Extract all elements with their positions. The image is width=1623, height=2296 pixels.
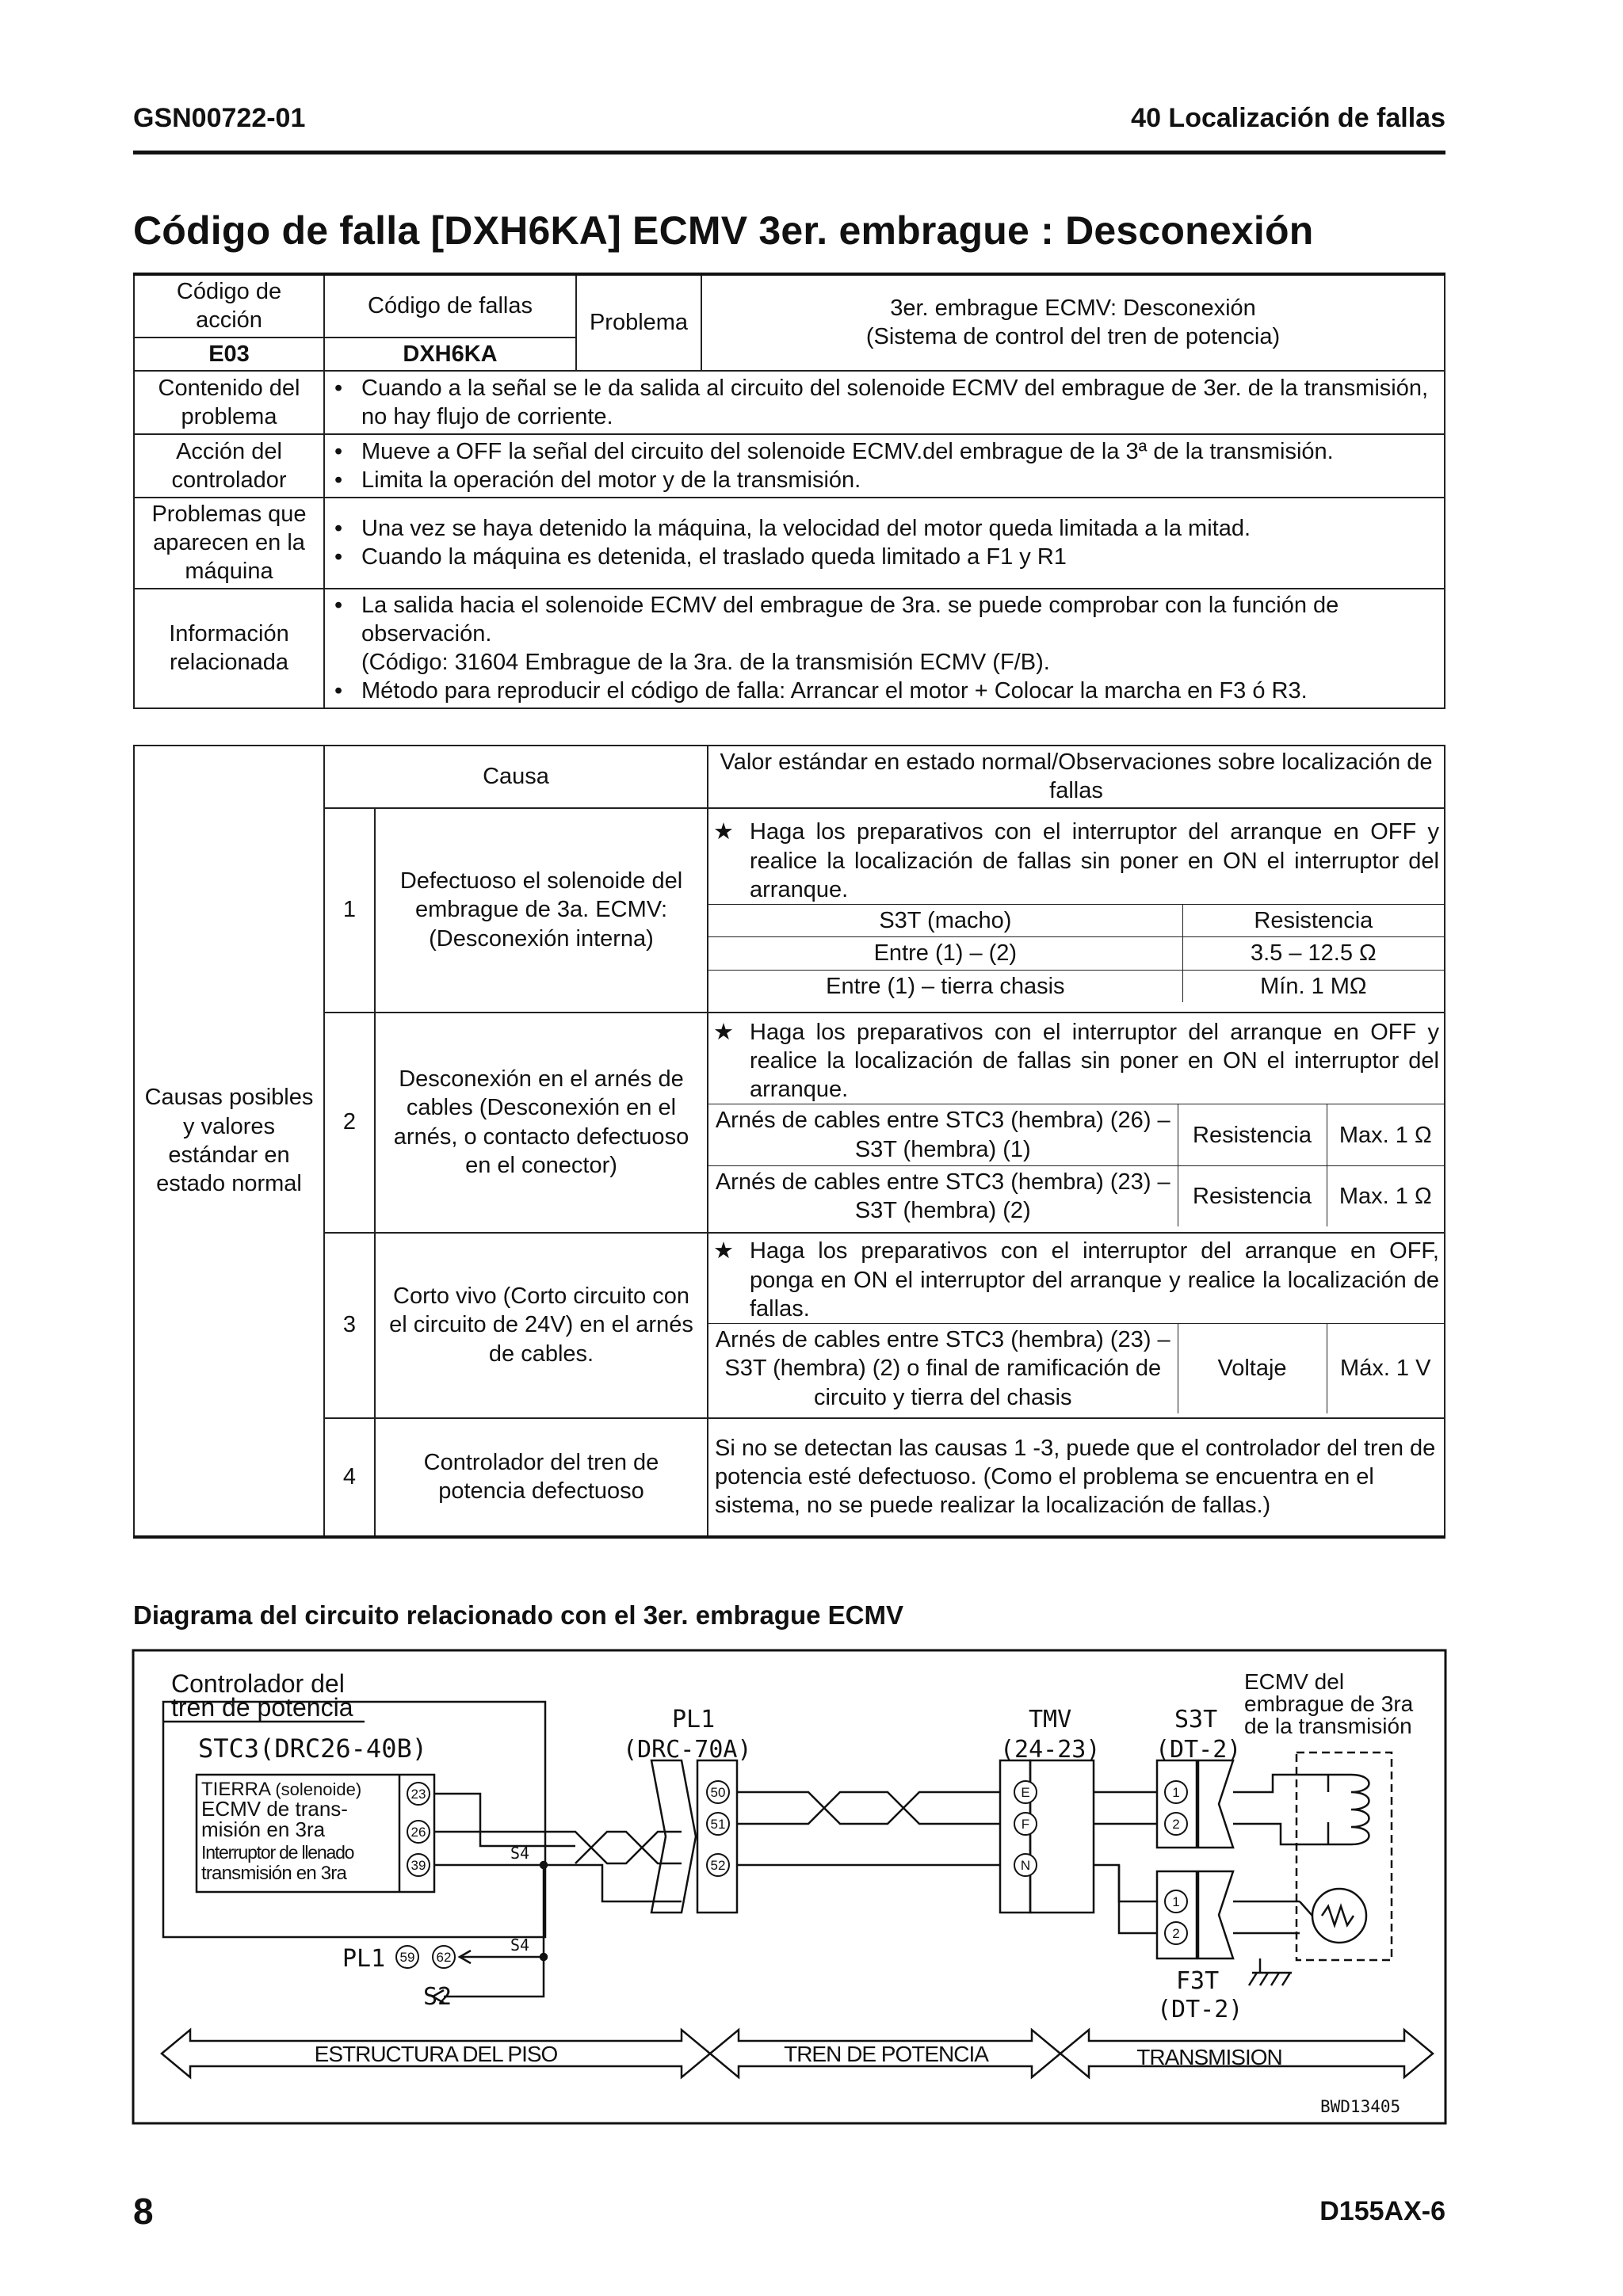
model-code: D155AX-6	[1319, 2196, 1445, 2226]
cause-number: 4	[324, 1418, 375, 1537]
cause-text: Corto vivo (Corto circuito con el circuito de 24V) en el arnés de cables.	[375, 1233, 708, 1418]
problem-text-line1: 3er. embrague ECMV: Desconexión	[890, 296, 1256, 322]
machine-problems-label: Problemas que aparecen en la máquina	[134, 498, 324, 589]
pin-number: 59	[399, 1950, 415, 1965]
cause-2-values: ★ Haga los preparativos con el interruptor del arranque en OFF y realice la localización de fallas sin poner en ON el interruptor del arranque. Arnés de cables entre STC3 (hembra) (26) – S3T (hembra) (1) Resistencia Max. 1 Ω Arnés de cables entre STC3 (hembra) (23) – S3T (hembra) (2) Resistencia Max. 1 Ω	[708, 1013, 1445, 1233]
pin-label: TIERRA (solenoide)	[201, 1779, 362, 1800]
s4-label: S4	[510, 1936, 530, 1955]
diagram-title: Diagrama del circuito relacionado con el 3er. embrague ECMV	[133, 1600, 903, 1630]
fault-code-label: Código de fallas	[324, 274, 576, 338]
cause-header: Causa	[324, 746, 708, 808]
pin-number: 26	[411, 1825, 426, 1840]
ecmv-label-3: de la transmisión	[1244, 1714, 1412, 1738]
star-icon: ★	[713, 1238, 734, 1264]
ecmv-box	[1296, 1753, 1392, 1960]
f3t-type: (DT-2)	[1157, 1996, 1243, 2023]
list-item: • Método para reproducir el código de falla: Arrancar el motor + Colocar la marcha en F3 ó R3.	[331, 677, 1438, 705]
pl1-label: PL1	[672, 1706, 716, 1733]
ecmv-label-1: ECMV del	[1244, 1669, 1345, 1694]
zone-label: TRANSMISION	[1136, 2045, 1282, 2069]
pl1-lower-label: PL1	[342, 1945, 386, 1973]
related-info-label: Información relacionada	[134, 589, 324, 708]
action-code: E03	[134, 338, 324, 371]
f3t-label: F3T	[1176, 1967, 1220, 1995]
list-item: • Mueve a OFF la señal del circuito del solenoide ECMV.del embrague de la 3ª de la transmisión.	[331, 437, 1438, 466]
s3t-label: S3T	[1174, 1706, 1218, 1733]
cause-number: 3	[324, 1233, 375, 1418]
pl1-type: (DRC-70A)	[623, 1736, 752, 1764]
list-item: • Una vez se haya detenido la máquina, la velocidad del motor queda limitada a la mitad.	[331, 514, 1438, 543]
pin-number: 50	[710, 1785, 726, 1800]
doc-code: GSN00722-01	[133, 103, 306, 133]
page-number: 8	[133, 2191, 154, 2232]
cause-1-values: ★ Haga los preparativos con el interruptor del arranque en OFF y realice la localización de fallas sin poner en ON el interruptor del arranque. S3T (macho) Resistencia Entre (1) – (2) 3.5 – 12.5 Ω Entre (1) – tierra chasis Mín. 1 MΩ	[708, 808, 1445, 1013]
pin-label: Interruptor de llenado	[201, 1842, 354, 1863]
pin-number: 62	[436, 1950, 452, 1965]
star-icon: ★	[713, 1019, 734, 1045]
cause-text: Desconexión en el arnés de cables (Desconexión en el arnés, o contacto defectuoso en el conector)	[375, 1013, 708, 1233]
cause-number: 2	[324, 1013, 375, 1233]
pin-label: transmisión en 3ra	[201, 1863, 347, 1884]
pin-label: misión en 3ra	[201, 1817, 326, 1841]
controller-label-1: Controlador del	[171, 1669, 345, 1698]
problem-text-line2: (Sistema de control del tren de potencia)	[865, 324, 1281, 350]
pin-number: 1	[1172, 1894, 1180, 1909]
pin-number: 2	[1172, 1926, 1180, 1941]
zone-label: ESTRUCTURA DEL PISO	[314, 2042, 558, 2066]
ground-icon	[1249, 1973, 1292, 1985]
tmv-label: TMV	[1029, 1706, 1072, 1733]
cause-text: Defectuoso el solenoide del embrague de 3a. ECMV: (Desconexión interna)	[375, 808, 708, 1013]
ecmv-label-2: embrague de 3ra	[1244, 1691, 1414, 1716]
zone-label: TREN DE POTENCIA	[784, 2042, 988, 2066]
list-item: • Limita la operación del motor y de la transmisión.	[331, 466, 1438, 494]
pin-number: 52	[710, 1858, 726, 1873]
list-item: • Cuando a la señal se le da salida al circuito del solenoide ECMV del embrague de 3er. de la transmisión, no hay flujo de corriente.	[331, 374, 1438, 432]
value-header: Valor estándar en estado normal/Observaciones sobre localización de fallas	[708, 746, 1445, 808]
page-title: Código de falla [DXH6KA] ECMV 3er. embrague : Desconexión	[133, 208, 1314, 253]
problem-content-label: Contenido del problema	[134, 371, 324, 434]
s4-label: S4	[510, 1844, 530, 1863]
pin-number: 51	[710, 1817, 726, 1832]
causes-left-label: Causas posibles y valores estándar en estado normal	[134, 746, 324, 1537]
pin-number: 39	[411, 1858, 426, 1873]
pin-number: E	[1021, 1785, 1030, 1800]
pl1-connector	[651, 1760, 696, 1913]
star-icon: ★	[713, 819, 734, 845]
section-title: 40 Localización de fallas	[1131, 103, 1445, 133]
controller-label-2: tren de potencia	[171, 1693, 353, 1722]
tmv-type: (24-23)	[1000, 1736, 1101, 1764]
pin-number: N	[1020, 1858, 1031, 1873]
controller-action-label: Acción del controlador	[134, 434, 324, 498]
pin-number: 1	[1172, 1785, 1180, 1800]
pin-number: F	[1021, 1817, 1030, 1832]
f3t-connector	[1157, 1871, 1197, 1958]
s2-label: S2	[423, 1983, 453, 2011]
cause-text: Controlador del tren de potencia defectuoso	[375, 1418, 708, 1537]
problem-label: Problema	[576, 274, 701, 371]
pressure-switch	[1312, 1889, 1366, 1943]
list-item: • Cuando la máquina es detenida, el traslado queda limitado a F1 y R1	[331, 543, 1438, 571]
cause-3-values: ★ Haga los preparativos con el interruptor del arranque en OFF, ponga en ON el interruptor del arranque y realice la localización de fallas. Arnés de cables entre STC3 (hembra) (23) – S3T (hembra) (2) o final de ramificación de circuito y tierra del chasis Voltaje Máx. 1 V	[708, 1233, 1445, 1418]
action-code-label: Código de acción	[134, 274, 324, 338]
pin-label: ECMV de trans-	[201, 1797, 348, 1821]
solenoid-coil	[1351, 1775, 1369, 1844]
diagram-code: BWD13405	[1320, 2097, 1401, 2116]
list-item: • La salida hacia el solenoide ECMV del embrague de 3ra. se puede comprobar con la función de observación. (Código: 31604 Embrague de la 3ra. de la transmisión ECMV (F/B).	[331, 591, 1438, 677]
cause-4-note: Si no se detectan las causas 1 -3, puede que el controlador del tren de potencia esté defectuoso. (Como el problema se encuentra en el sistema, no se puede realizar la localización de fallas.)	[708, 1418, 1445, 1537]
pin-number: 2	[1172, 1817, 1180, 1832]
pin-number: 23	[411, 1787, 426, 1802]
fault-code: DXH6KA	[324, 338, 576, 371]
stc3-label: STC3(DRC26-40B)	[198, 1733, 427, 1764]
cause-number: 1	[324, 808, 375, 1013]
s3t-type: (DT-2)	[1155, 1736, 1242, 1764]
